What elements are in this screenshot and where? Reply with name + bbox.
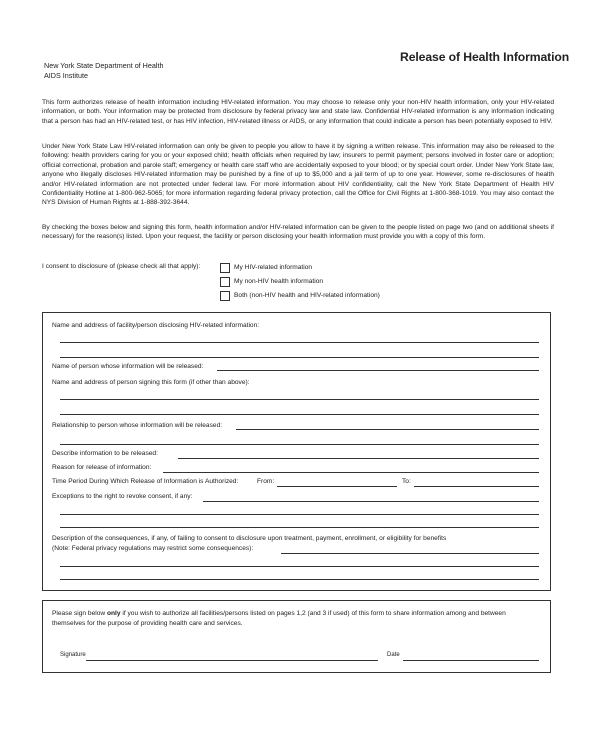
from-label: From:	[257, 478, 275, 485]
option-label: Both (non-HIV health and HIV-related information)	[234, 292, 380, 299]
facility-label: Name and address of facility/person disclosing HIV-related information:	[52, 322, 260, 329]
intro-paragraph-2: Under New York State Law HIV-related information can only be given to people you allow to have it by signing a written release. This information may also be released to the following: health providers caring for you or your exposed child; health officials when required by law; insurers to permit payment; persons involved in foster care or adoption; official correctional, probation and parole staff; emergency or health care staff who are accidentally exposed to your blood; or by special court order. Under New York State law, anyone who illegally discloses HIV-related information may be punished by a fine of up to $5,000 and a jail term of up to one year. However, some re-disclosures of health and/or HIV-related information are not protected under federal law. For more information about HIV confidentiality, call the New York State Department of Health HIV Confidentiality Hotline at 1-800-962-5065; for more information regarding federal privacy protection, call the Office for Civil Rights at 1-800-368-1019. You may also contact the NYS Division of Human Rights at 1-888-392-3644.	[42, 143, 554, 207]
sign-text-pre: Please sign below	[52, 610, 107, 617]
reason-label: Reason for release of information:	[52, 464, 152, 471]
sign-text-bold: only	[106, 610, 121, 617]
date-line[interactable]	[403, 660, 539, 661]
person-signing-line-2[interactable]	[60, 414, 539, 415]
exceptions-line-2[interactable]	[60, 514, 539, 515]
facility-line-1[interactable]	[60, 342, 539, 343]
intro-paragraph-1: This form authorizes release of health information including HIV-related information. You may choose to release only your non-HIV health information, only your HIV-related information, or both. Your information may be protected from disclosure by federal privacy law and state law. Confidential HIV-related information is any information indicating that a person has had an HIV-related test, or has HIV infection, HIV-related illness or AIDS, or any information that could indicate a person has been potentially exposed to HIV.	[42, 99, 554, 125]
exceptions-line-3[interactable]	[60, 527, 539, 528]
exceptions-label: Exceptions to the right to revoke consent, if any:	[52, 493, 193, 500]
date-label: Date	[387, 652, 400, 658]
org-name: New York State Department of Health	[44, 61, 164, 70]
sign-text-post: if you wish to authorize all facilities/persons listed on pages 1,2 (and 3 if used) of this form to share information among and between themselves for the purpose of providing health care and services.	[52, 610, 506, 627]
person-released-line[interactable]	[217, 370, 539, 371]
signature-label: Signature	[60, 652, 86, 658]
from-line[interactable]	[277, 486, 397, 487]
relationship-label: Relationship to person whose information will be released:	[52, 422, 223, 429]
relationship-line-2[interactable]	[60, 444, 539, 445]
checkbox[interactable]	[220, 263, 230, 273]
signature-instructions	[52, 609, 540, 629]
describe-label: Describe information to be released:	[52, 450, 158, 457]
consent-label: I consent to disclosure of (please check all that apply):	[42, 263, 201, 270]
intro-paragraph-3: By checking the boxes below and signing this form, health information and/or HIV-related information can be given to the people listed on page two (and on additional sheets if necessary) for the reason(s) listed. Upon your request, the facility or person disclosing your health information must provide you with a copy of this form.	[42, 224, 554, 241]
consequences-line-2[interactable]	[60, 566, 539, 567]
organization-header	[44, 61, 163, 81]
release-details-box	[42, 312, 551, 591]
option-label: My non-HIV health information	[234, 278, 324, 285]
to-line[interactable]	[414, 486, 539, 487]
to-label: To:	[402, 478, 411, 485]
option-label: My HIV-related information	[234, 264, 313, 271]
consequences-line-1[interactable]	[281, 553, 539, 554]
time-period-label: Time Period During Which Release of Information is Authorized:	[52, 478, 239, 485]
describe-line[interactable]	[178, 458, 539, 459]
person-signing-line-1[interactable]	[60, 399, 539, 400]
reason-line[interactable]	[163, 472, 539, 473]
signature-box	[42, 600, 551, 673]
person-released-label: Name of person whose information will be released:	[52, 363, 204, 370]
person-signing-label: Name and address of person signing this form (if other than above):	[52, 379, 250, 386]
facility-line-2[interactable]	[60, 357, 539, 358]
checkbox[interactable]	[220, 291, 230, 301]
checkbox[interactable]	[220, 277, 230, 287]
org-division: AIDS Institute	[44, 71, 88, 80]
page-title: Release of Health Information	[400, 50, 570, 64]
consequences-note: (Note: Federal privacy regulations may restrict some consequences):	[52, 545, 254, 552]
consequences-line-3[interactable]	[60, 579, 539, 580]
consequences-label: Description of the consequences, if any, of failing to consent to disclosure upon treatment, payment, enrollment, or eligibility for benefits	[52, 535, 447, 542]
relationship-line[interactable]	[236, 429, 539, 430]
exceptions-line-1[interactable]	[203, 501, 539, 502]
signature-line[interactable]	[86, 660, 378, 661]
